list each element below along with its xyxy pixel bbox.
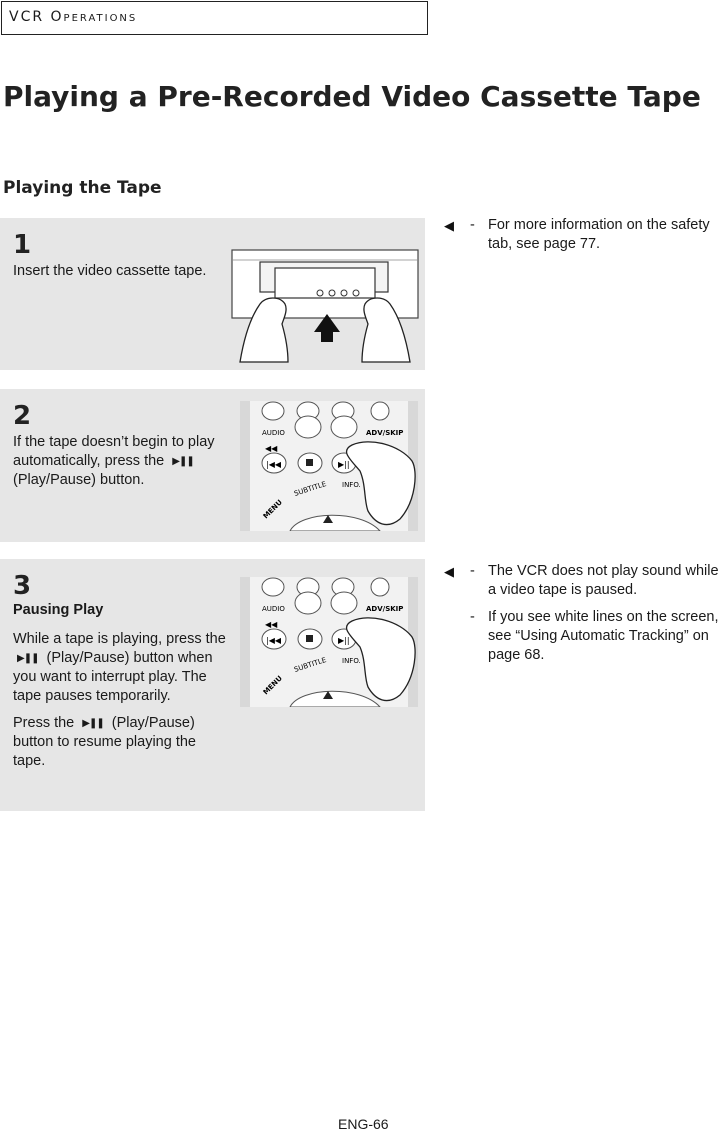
step-3-heading: Pausing Play bbox=[13, 602, 104, 618]
step-1-panel bbox=[0, 218, 425, 370]
step-2-number: 2 bbox=[13, 401, 32, 431]
svg-text:|◀◀: |◀◀ bbox=[266, 636, 281, 645]
step-3-p1-before: While a tape is playing, press the bbox=[13, 631, 226, 647]
remote-subtitle-label: SUBTITLE bbox=[293, 479, 328, 498]
step-3-p2-after: (Play/Pause) button to resume playing the tape. bbox=[13, 715, 196, 769]
svg-text:◀◀: ◀◀ bbox=[265, 444, 278, 453]
cassette-insert-illustration bbox=[230, 248, 420, 366]
svg-text:◀◀: ◀◀ bbox=[265, 620, 278, 629]
note-text: For more information on the safety tab, see page 77. bbox=[488, 217, 710, 252]
remote-advskip-label: ADV/SKIP bbox=[366, 429, 404, 437]
remote-menu-label: MENU bbox=[261, 674, 284, 697]
svg-text:▶||: ▶|| bbox=[338, 636, 350, 645]
left-triangle-icon: ◀ bbox=[444, 564, 454, 579]
remote-advskip-label: ADV/SKIP bbox=[366, 605, 404, 613]
step-3-panel bbox=[0, 559, 425, 811]
play-pause-icon: ▶❚❚ bbox=[17, 653, 39, 664]
remote-control-illustration bbox=[240, 401, 418, 531]
remote-control-illustration bbox=[240, 577, 418, 707]
note-pausing bbox=[444, 562, 726, 673]
play-pause-icon: ▶❚❚ bbox=[172, 456, 194, 467]
note-item: - If you see white lines on the screen, see “Using Automatic Tracking” on page 68. bbox=[444, 608, 726, 665]
left-triangle-icon: ◀ bbox=[444, 218, 454, 233]
page-title: Playing a Pre-Recorded Video Cassette Tape bbox=[3, 80, 701, 113]
remote-info-label: INFO. bbox=[342, 657, 361, 665]
step-3-text bbox=[13, 601, 228, 779]
remote-audio-label: AUDIO bbox=[262, 429, 285, 437]
step-1-number: 1 bbox=[13, 230, 32, 260]
section-header: VCR Operations bbox=[1, 1, 428, 35]
step-3-p1-after: (Play/Pause) button when you want to interrupt play. The tape pauses temporarily. bbox=[13, 650, 213, 704]
step-1-text: Insert the video cassette tape. bbox=[13, 263, 207, 279]
step-2-text-after: (Play/Pause) button. bbox=[13, 472, 145, 488]
svg-text:▶||: ▶|| bbox=[338, 460, 350, 469]
step-3-paragraph-1 bbox=[13, 630, 228, 706]
remote-info-label: INFO. bbox=[342, 481, 361, 489]
svg-text:|◀◀: |◀◀ bbox=[266, 460, 281, 469]
step-2-panel bbox=[0, 389, 425, 542]
step-3-paragraph-2 bbox=[13, 714, 228, 771]
play-pause-icon: ▶❚❚ bbox=[82, 718, 104, 729]
step-2-text-before: If the tape doesn’t begin to play automatically, press the bbox=[13, 434, 215, 469]
note-safety-tab bbox=[444, 216, 726, 262]
remote-menu-label: MENU bbox=[261, 498, 284, 521]
section-subtitle: Playing the Tape bbox=[3, 178, 162, 198]
step-2-text bbox=[13, 433, 228, 490]
step-3-number: 3 bbox=[13, 571, 32, 601]
note-item: ◀ - The VCR does not play sound while a video tape is paused. bbox=[444, 562, 726, 600]
step-3-p2-before: Press the bbox=[13, 715, 75, 731]
remote-subtitle-label: SUBTITLE bbox=[293, 655, 328, 674]
note-item: ◀ - For more information on the safety tab, see page 77. bbox=[444, 216, 726, 254]
note-text: If you see white lines on the screen, see “Using Automatic Tracking” on page 68. bbox=[488, 609, 719, 663]
remote-audio-label: AUDIO bbox=[262, 605, 285, 613]
page-number: ENG-66 bbox=[338, 1116, 389, 1132]
note-text: The VCR does not play sound while a video tape is paused. bbox=[488, 563, 719, 598]
